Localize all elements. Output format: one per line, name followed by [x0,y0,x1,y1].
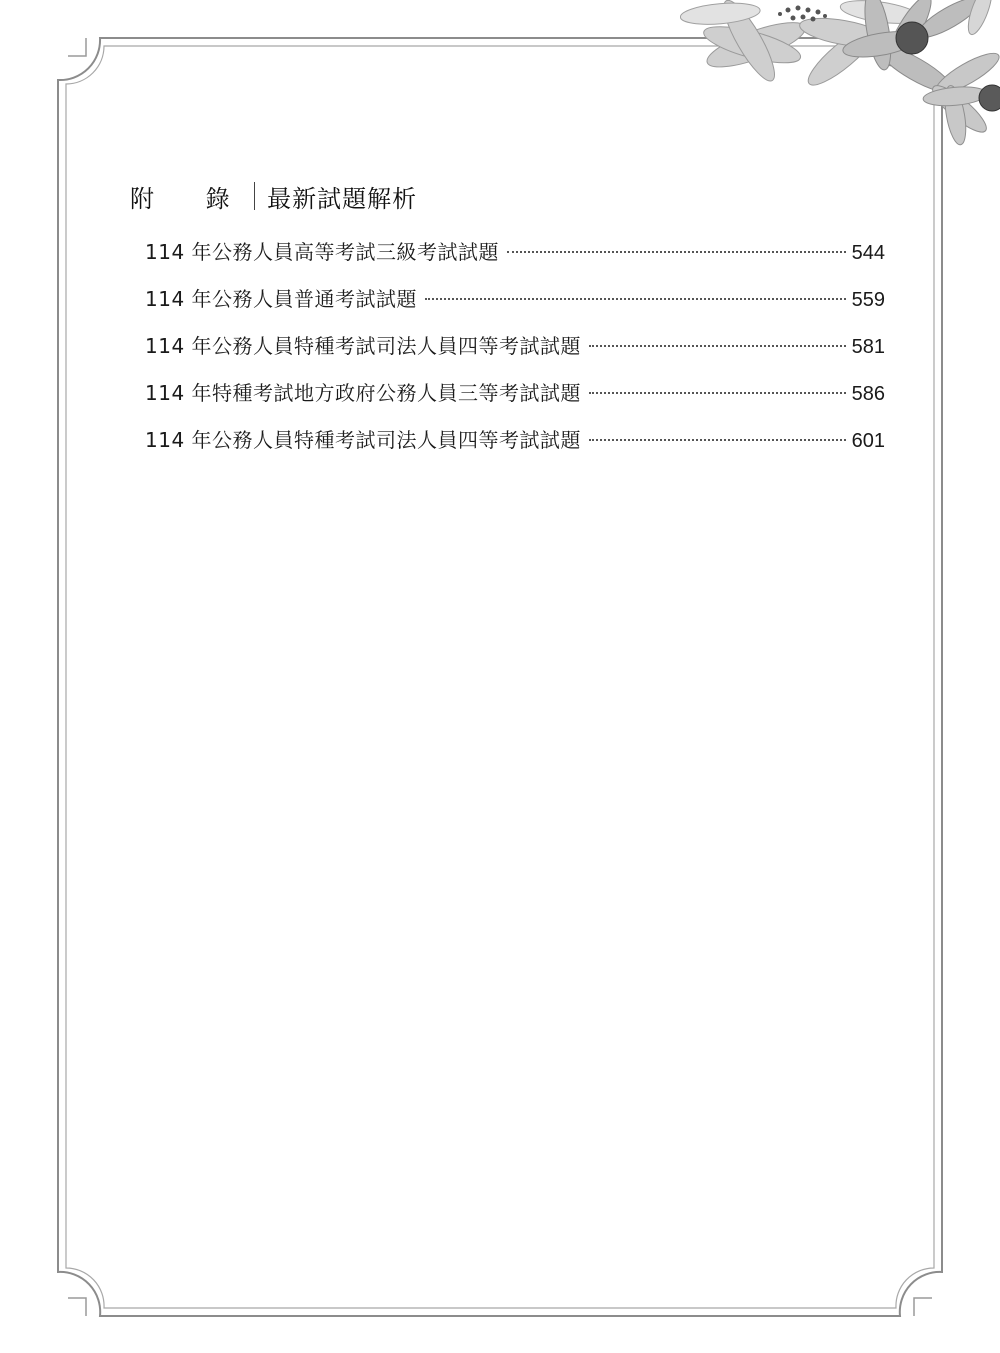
toc-entry[interactable] [145,377,885,424]
dot-leader [507,251,846,253]
toc-entry[interactable] [145,236,885,283]
section-title: 最新試題解析 [267,184,418,213]
toc-entry[interactable] [145,424,885,471]
toc-entry-title: 114 年特種考試地方政府公務人員三等考試試題 [145,381,582,405]
toc-entry-page: 544 [851,242,885,264]
section-heading [130,178,417,214]
appendix-label: 附 錄 [130,184,252,213]
toc-entry-page: 601 [851,430,885,452]
flower-illustration-icon [680,0,1000,160]
toc-entry-page: 586 [851,383,885,405]
toc-entry-title: 114 年公務人員普通考試試題 [145,287,418,311]
dot-leader [589,439,846,441]
dot-leader [589,345,846,347]
toc-entry[interactable] [145,330,885,377]
toc-entry-title: 114 年公務人員特種考試司法人員四等考試試題 [145,334,582,358]
toc-entry[interactable] [145,283,885,330]
toc-entry-page: 581 [851,336,885,358]
dot-leader [589,392,846,394]
dot-leader [425,298,846,300]
heading-separator [254,182,256,210]
toc-entry-title: 114 年公務人員特種考試司法人員四等考試試題 [145,428,582,452]
toc-entry-title: 114 年公務人員高等考試三級考試試題 [145,240,500,264]
toc-entry-page: 559 [851,289,885,311]
toc-list [145,236,885,471]
